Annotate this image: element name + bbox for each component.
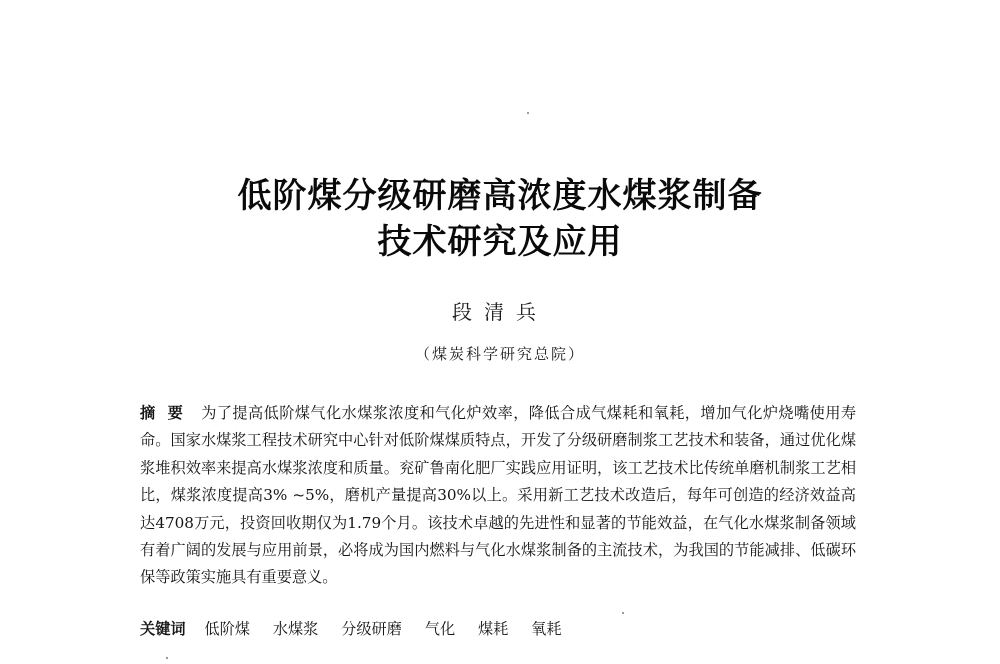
author-affiliation: （煤炭科学研究总院） <box>414 345 585 363</box>
paper-title-line-2: 技术研究及应用 <box>377 222 623 262</box>
scan-speck <box>527 112 529 114</box>
abstract-text: 为了提高低阶煤气化水煤浆浓度和气化炉效率，降低合成气煤耗和氧耗，增加气化炉烧嘴使用寿命。国家水煤浆工程技术研究中心针对低阶煤煤质特点，开发了分级研磨制浆工艺技术和装备，通过优化煤浆堆积效率来提高水煤浆浓度和质量。兖矿鲁南化肥厂实践应用证明，该工艺技术比传统单磨机制浆工艺相比，煤浆浓度提高3% ~5%，磨机产量提高30%以上。采用新工艺技术改造后，每年可创造的经济效益高达4708万元，投资回收期仅为1.79个月。该技术卓越的先进性和显著的节能效益，在气化水煤浆制备领域有着广阔的发展与应用前景，必将成为国内燃料与气化水煤浆制备的主流技术，为我国的节能减排、低碳环保等政策实施具有重要意义。 <box>140 404 857 587</box>
abstract-label: 摘要 <box>140 404 196 422</box>
keyword-item: 水煤浆 <box>272 620 319 638</box>
keyword-item: 煤耗 <box>477 620 509 638</box>
keyword-item: 气化 <box>424 620 456 638</box>
keyword-item: 低阶煤 <box>204 620 250 638</box>
keywords-line <box>140 619 856 639</box>
keyword-item: 分级研磨 <box>341 620 402 638</box>
scan-speck <box>622 612 624 614</box>
author-name: 段清兵 <box>452 300 548 324</box>
abstract-paragraph <box>140 400 856 592</box>
keyword-item: 氧耗 <box>531 620 562 638</box>
paper-title-line-1: 低阶煤分级研磨高浓度水煤浆制备 <box>237 176 763 216</box>
keywords-label: 关键词 <box>140 620 186 638</box>
scan-speck <box>166 657 168 659</box>
